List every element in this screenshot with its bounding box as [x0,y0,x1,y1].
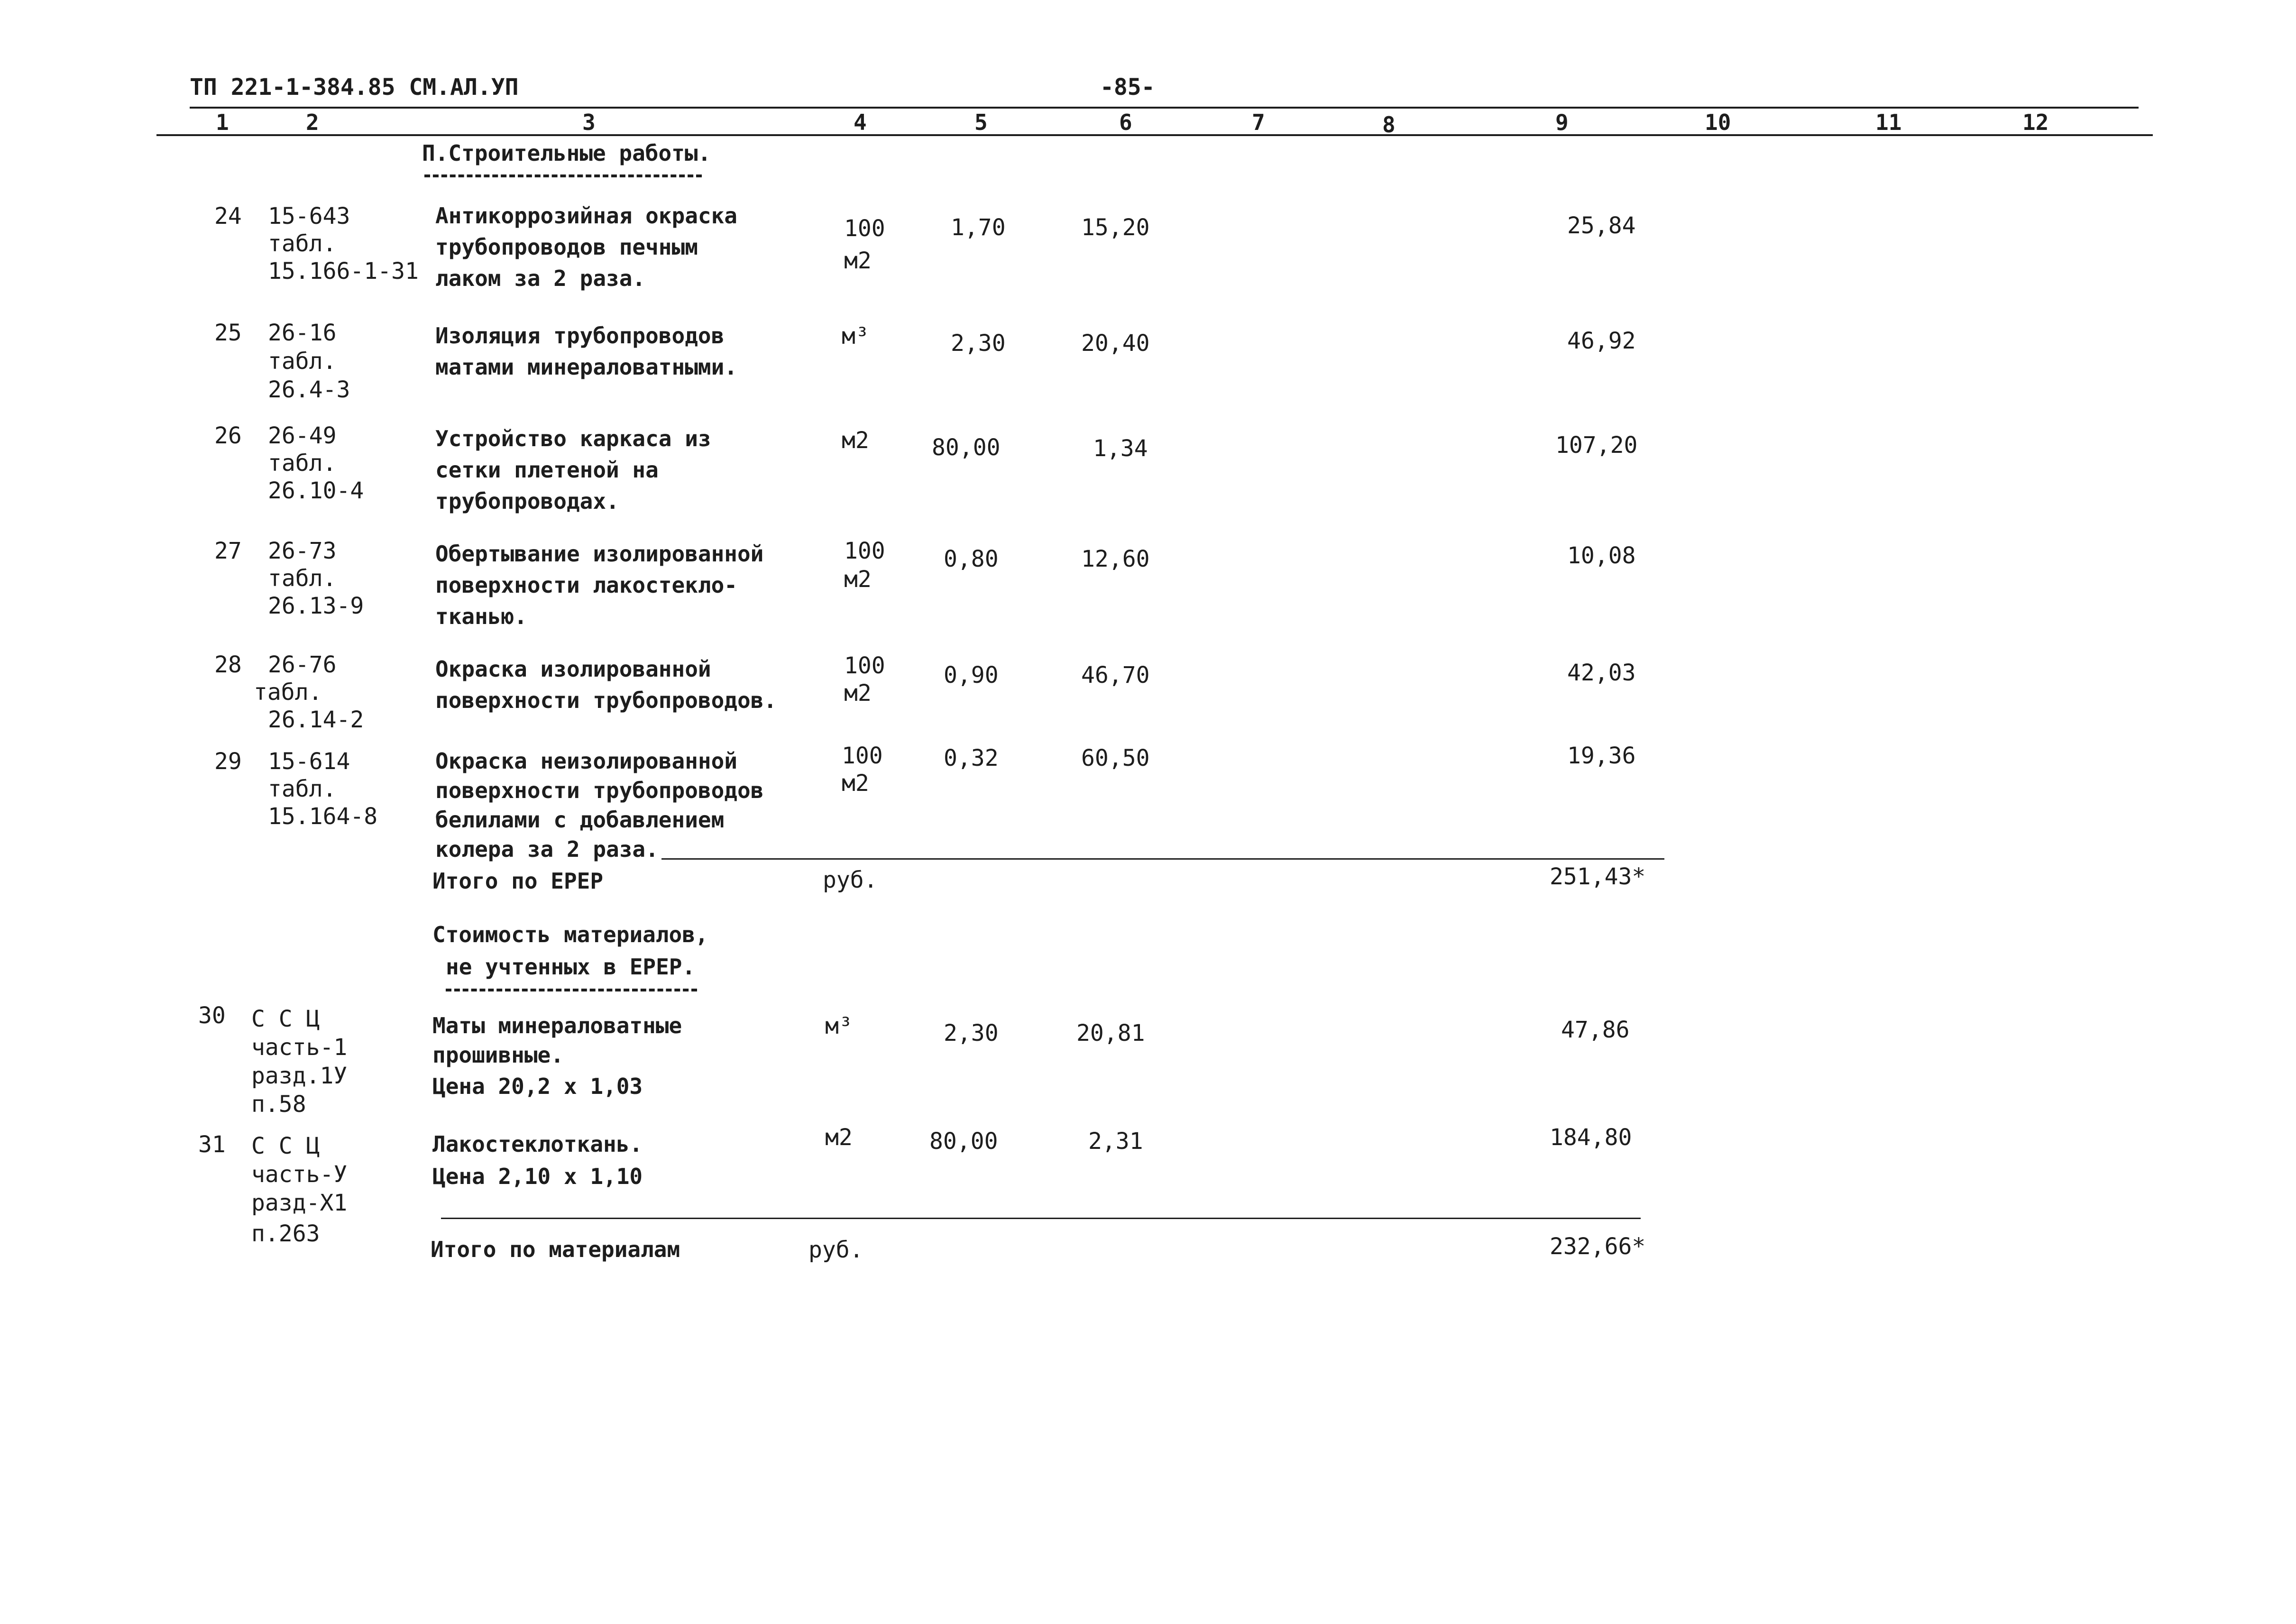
row-unit-price: 20,81 [1076,1020,1145,1046]
row-quantity: 80,00 [929,1128,998,1155]
subtotal-total: 251,43* [1550,863,1646,890]
row-total: 47,86 [1561,1017,1630,1043]
column-number-3: 3 [582,110,596,135]
row-quantity: 2,30 [951,330,1006,357]
row-number: 24 [214,203,242,229]
row-unit-price: 60,50 [1081,745,1150,771]
column-number-2: 2 [306,110,319,135]
row-unit: м³ [842,323,869,349]
row-unit: м³ [825,1013,853,1039]
row-number: 27 [214,538,242,564]
materials-subtotal-rule [441,1218,1641,1219]
row-quantity: 0,90 [944,662,999,688]
column-number-6: 6 [1119,110,1132,135]
section-title: П.Строительные работы. [422,140,711,166]
column-number-8: 8 [1382,112,1396,138]
row-unit-price: 15,20 [1081,214,1150,241]
row-quantity: 0,80 [944,546,999,572]
row-number: 31 [198,1131,226,1158]
page-number: -85- [1100,74,1155,101]
row-total: 10,08 [1567,542,1636,569]
materials-subtotal-unit: руб. [808,1237,863,1263]
row-number: 29 [214,748,242,775]
row-total: 42,03 [1567,660,1636,686]
row-total: 46,92 [1567,328,1636,354]
column-number-4: 4 [854,110,867,135]
row-total: 25,84 [1567,212,1636,239]
row-unit-price: 12,60 [1081,546,1150,572]
column-number-9: 9 [1555,110,1569,135]
column-number-12: 12 [2022,110,2049,135]
row-number: 30 [198,1002,226,1029]
column-number-10: 10 [1705,110,1731,135]
header-top-rule [190,107,2139,109]
row-quantity: 1,70 [951,214,1006,241]
header-bottom-rule [156,134,2153,136]
row-number: 25 [214,320,242,346]
row-unit: м2 [842,427,869,454]
row-unit-price: 2,31 [1088,1128,1143,1155]
column-number-1: 1 [216,110,229,135]
materials-title-underline [446,989,697,991]
subtotal-unit: руб. [823,867,878,893]
subtotal-label: Итого по ЕРЕР [432,868,604,894]
materials-subtotal-total: 232,66* [1550,1233,1646,1260]
row-unit-price: 1,34 [1093,435,1148,462]
row-total: 107,20 [1555,432,1638,459]
row-quantity: 0,32 [944,745,999,771]
row-quantity: 80,00 [932,434,1001,461]
subtotal-rule [661,858,1664,860]
section-title-underline [424,174,702,177]
row-unit: м2 [825,1124,853,1151]
document-code: ТП 221-1-384.85 СМ.АЛ.УП [190,74,519,101]
row-number: 28 [214,651,242,678]
row-quantity: 2,30 [944,1020,999,1046]
row-number: 26 [214,422,242,449]
row-total: 19,36 [1567,743,1636,769]
row-total: 184,80 [1550,1124,1632,1151]
materials-subtotal-label: Итого по материалам [431,1237,680,1262]
column-number-11: 11 [1875,110,1902,135]
column-number-7: 7 [1252,110,1265,135]
row-unit-price: 20,40 [1081,330,1150,357]
row-unit-price: 46,70 [1081,662,1150,688]
column-number-5: 5 [974,110,988,135]
